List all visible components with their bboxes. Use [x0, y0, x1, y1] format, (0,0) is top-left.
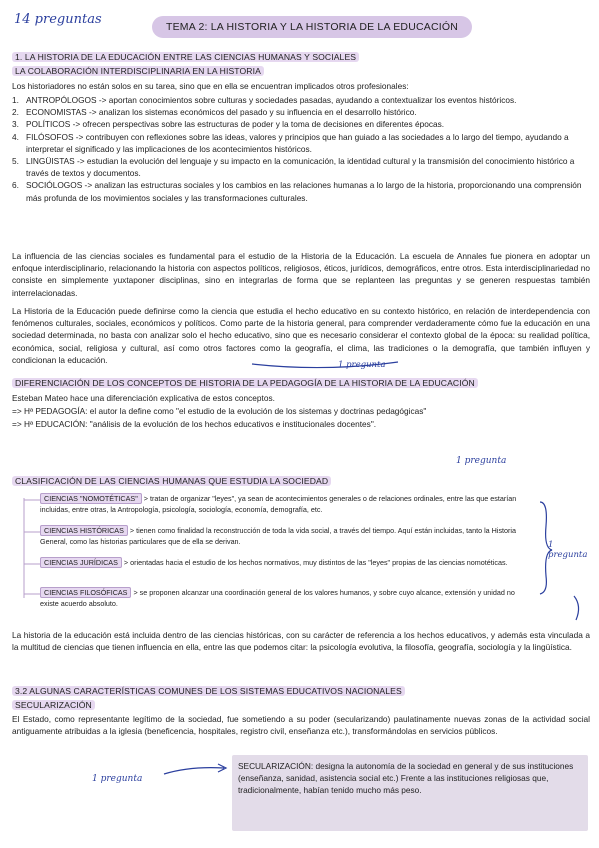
- secularization-definition-box: SECULARIZACIÓN: designa la autonomía de la sociedad en general y de sus instituciones (enseñanza, sanidad, asistencia social etc.) Frente a las instituciones religiosas que, tradicionalmente, habían tenido mucho más peso.: [232, 755, 588, 831]
- intro-text: Los historiadores no están solos en su tarea, sino que en ella se encuentran implicados otros profesionales:: [12, 81, 409, 91]
- science-item-nomothetic: CIENCIAS "NOMOTÉTICAS" > tratan de organizar "leyes", ya sean de acontecimientos generales o de relaciones ordinales, entre las que estarían incluidas, entre otras, la Antropología, psicología, sociología, economía, demografía, etc.: [40, 494, 517, 514]
- list-item: 2. ECONOMISTAS -> analizan los sistemas económicos del pasado y su influencia en el desarrollo histórico.: [12, 107, 417, 118]
- handnote-question-count: 14 preguntas: [14, 12, 102, 27]
- handnote-question: 1 pregunta: [92, 774, 143, 784]
- handnote-question: 1 pregunta: [548, 540, 588, 560]
- list-item: 5. LINGÜISTAS -> estudian la evolución del lenguaje y su impacto en la comunicación, la identidad cultural y la transmisión del conocimiento histórico a través de textos y documentos.: [12, 156, 575, 179]
- pedagogy-definition: => Hª PEDAGOGÍA: el autor la define como "el estudio de la evolución de los sistemas y doctrinas pedagógicas": [12, 406, 427, 416]
- education-definition: => Hª EDUCACIÓN: "análisis de la evolución de los hechos educativos e institucionales docentes".: [12, 419, 377, 429]
- arrow-stroke: [160, 760, 232, 780]
- professionals-list: [12, 94, 590, 204]
- section-subheading-secularization: SECULARIZACIÓN: [12, 700, 95, 710]
- section-heading-2: DIFERENCIACIÓN DE LOS CONCEPTOS DE HISTORIA DE LA PEDAGOGÍA DE LA HISTORIA DE LA EDUCACIÓN: [12, 378, 478, 388]
- paragraph-history-of-education: La historia de la educación está incluida dentro de las ciencias históricas, con su carácter de referencia a los hechos educativos, y además esta vinculada a la multitud de ciencias que tienen influencia en ella, entre las que podemos citar: la psicología evolutiva, la filosofía, geografía, sociología y la lingüística.: [12, 630, 590, 653]
- list-item: 4. FILÓSOFOS -> contribuyen con reflexiones sobre las ideas, valores y principios que han guiado a las sociedades a lo largo del tiempo, ayudando a interpretar el significado y las implicaciones de los acontecimientos históricos.: [12, 131, 569, 154]
- science-item-philosophical: CIENCIAS FILOSÓFICAS > se proponen alcanzar una coordinación general de los valores humanos, y sobre cuyo alcance, extensión y unidad no existe acuerdo absoluto.: [40, 588, 515, 608]
- paragraph-influence: La influencia de las ciencias sociales es fundamental para el estudio de la Historia de la Educación. La escuela de Annales fue pionera en adoptar un enfoque interdisciplinario, relacionando la historia con aspectos políticos, religiosos, éticos, jurídicos, demográficos, entre otros. Esta interdisciplinariedad no consiste en simplemente yuxtaponer disciplinas, sino en integrarlas de forma que se replanteen las preguntas y se generen respuestas también interrelacionadas.: [12, 251, 590, 298]
- page-title: TEMA 2: LA HISTORIA Y LA HISTORIA DE LA EDUCACIÓN: [152, 16, 472, 38]
- paragraph-definition: La Historia de la Educación puede definirse como la ciencia que estudia el hecho educativo en su contexto histórico, en relación de interdependencia con fenómenos culturales, sociales, económicos y políticos. Como parte de la historia general, para comprender verdaderamente cómo fue la educación en una sociedad determinada, no basta con analizar solo el hecho educativo, sino que es necesario considerar el contexto global de la época: su realidad política, económica, social, religiosa y cultural, así como otros factores como la geografía, el clima, las tradiciones o la demografía, que también influyen y condicionan la educación.: [12, 306, 590, 365]
- paragraph-secularization: El Estado, como representante legítimo de la sociedad, fue sometiendo a su poder (secularizando) paulatinamente nuevas zonas de la actividad social antiguamente atribuidas a la iglesia (beneficencia, hospitales, registro civil, enseñanza etc.), transformándolas en servicios públicos.: [12, 714, 590, 737]
- mateo-intro: Esteban Mateo hace una diferenciación explicativa de estos conceptos.: [12, 393, 275, 403]
- section-heading-3: CLASIFICACIÓN DE LAS CIENCIAS HUMANAS QUE ESTUDIA LA SOCIEDAD: [12, 476, 331, 486]
- section-heading-4: 3.2 ALGUNAS CARACTERÍSTICAS COMUNES DE LOS SISTEMAS EDUCATIVOS NACIONALES: [12, 686, 405, 696]
- handnote-question: 1 pregunta: [456, 456, 507, 466]
- list-item: 6. SOCIÓLOGOS -> analizan las estructuras sociales y los cambios en las relaciones humanas a lo largo de la historia, proporcionando una comprensión más profunda de los movimientos sociales y las transformaciones culturales.: [12, 180, 582, 203]
- section-heading-1: 1. LA HISTORIA DE LA EDUCACIÓN ENTRE LAS CIENCIAS HUMANAS Y SOCIALES: [12, 52, 359, 62]
- science-item-historical: CIENCIAS HISTÓRICAS > tienen como finalidad la reconstrucción de toda la vida social, a través del tiempo. Aquí están incluidas, tanto la Historia General, como las historias particulares que de ella se derivan.: [40, 526, 517, 546]
- science-item-juridical: CIENCIAS JURÍDICAS > orientadas hacia el estudio de los hechos normativos, muy distintos de las "leyes" propias de las ciencias nomotéticas.: [40, 558, 530, 569]
- section-subheading-1: LA COLABORACIÓN INTERDISCIPLINARIA EN LA HISTORIA: [12, 66, 264, 76]
- list-item: 3. POLÍTICOS -> ofrecen perspectivas sobre las estructuras de poder y la toma de decisiones en diferentes épocas.: [12, 119, 445, 130]
- list-item: 1. ANTROPÓLOGOS -> aportan conocimientos sobre culturas y sociedades pasadas, ayudando a contextualizar los eventos históricos.: [12, 95, 517, 105]
- handnote-question: 1 pregunta: [338, 360, 386, 370]
